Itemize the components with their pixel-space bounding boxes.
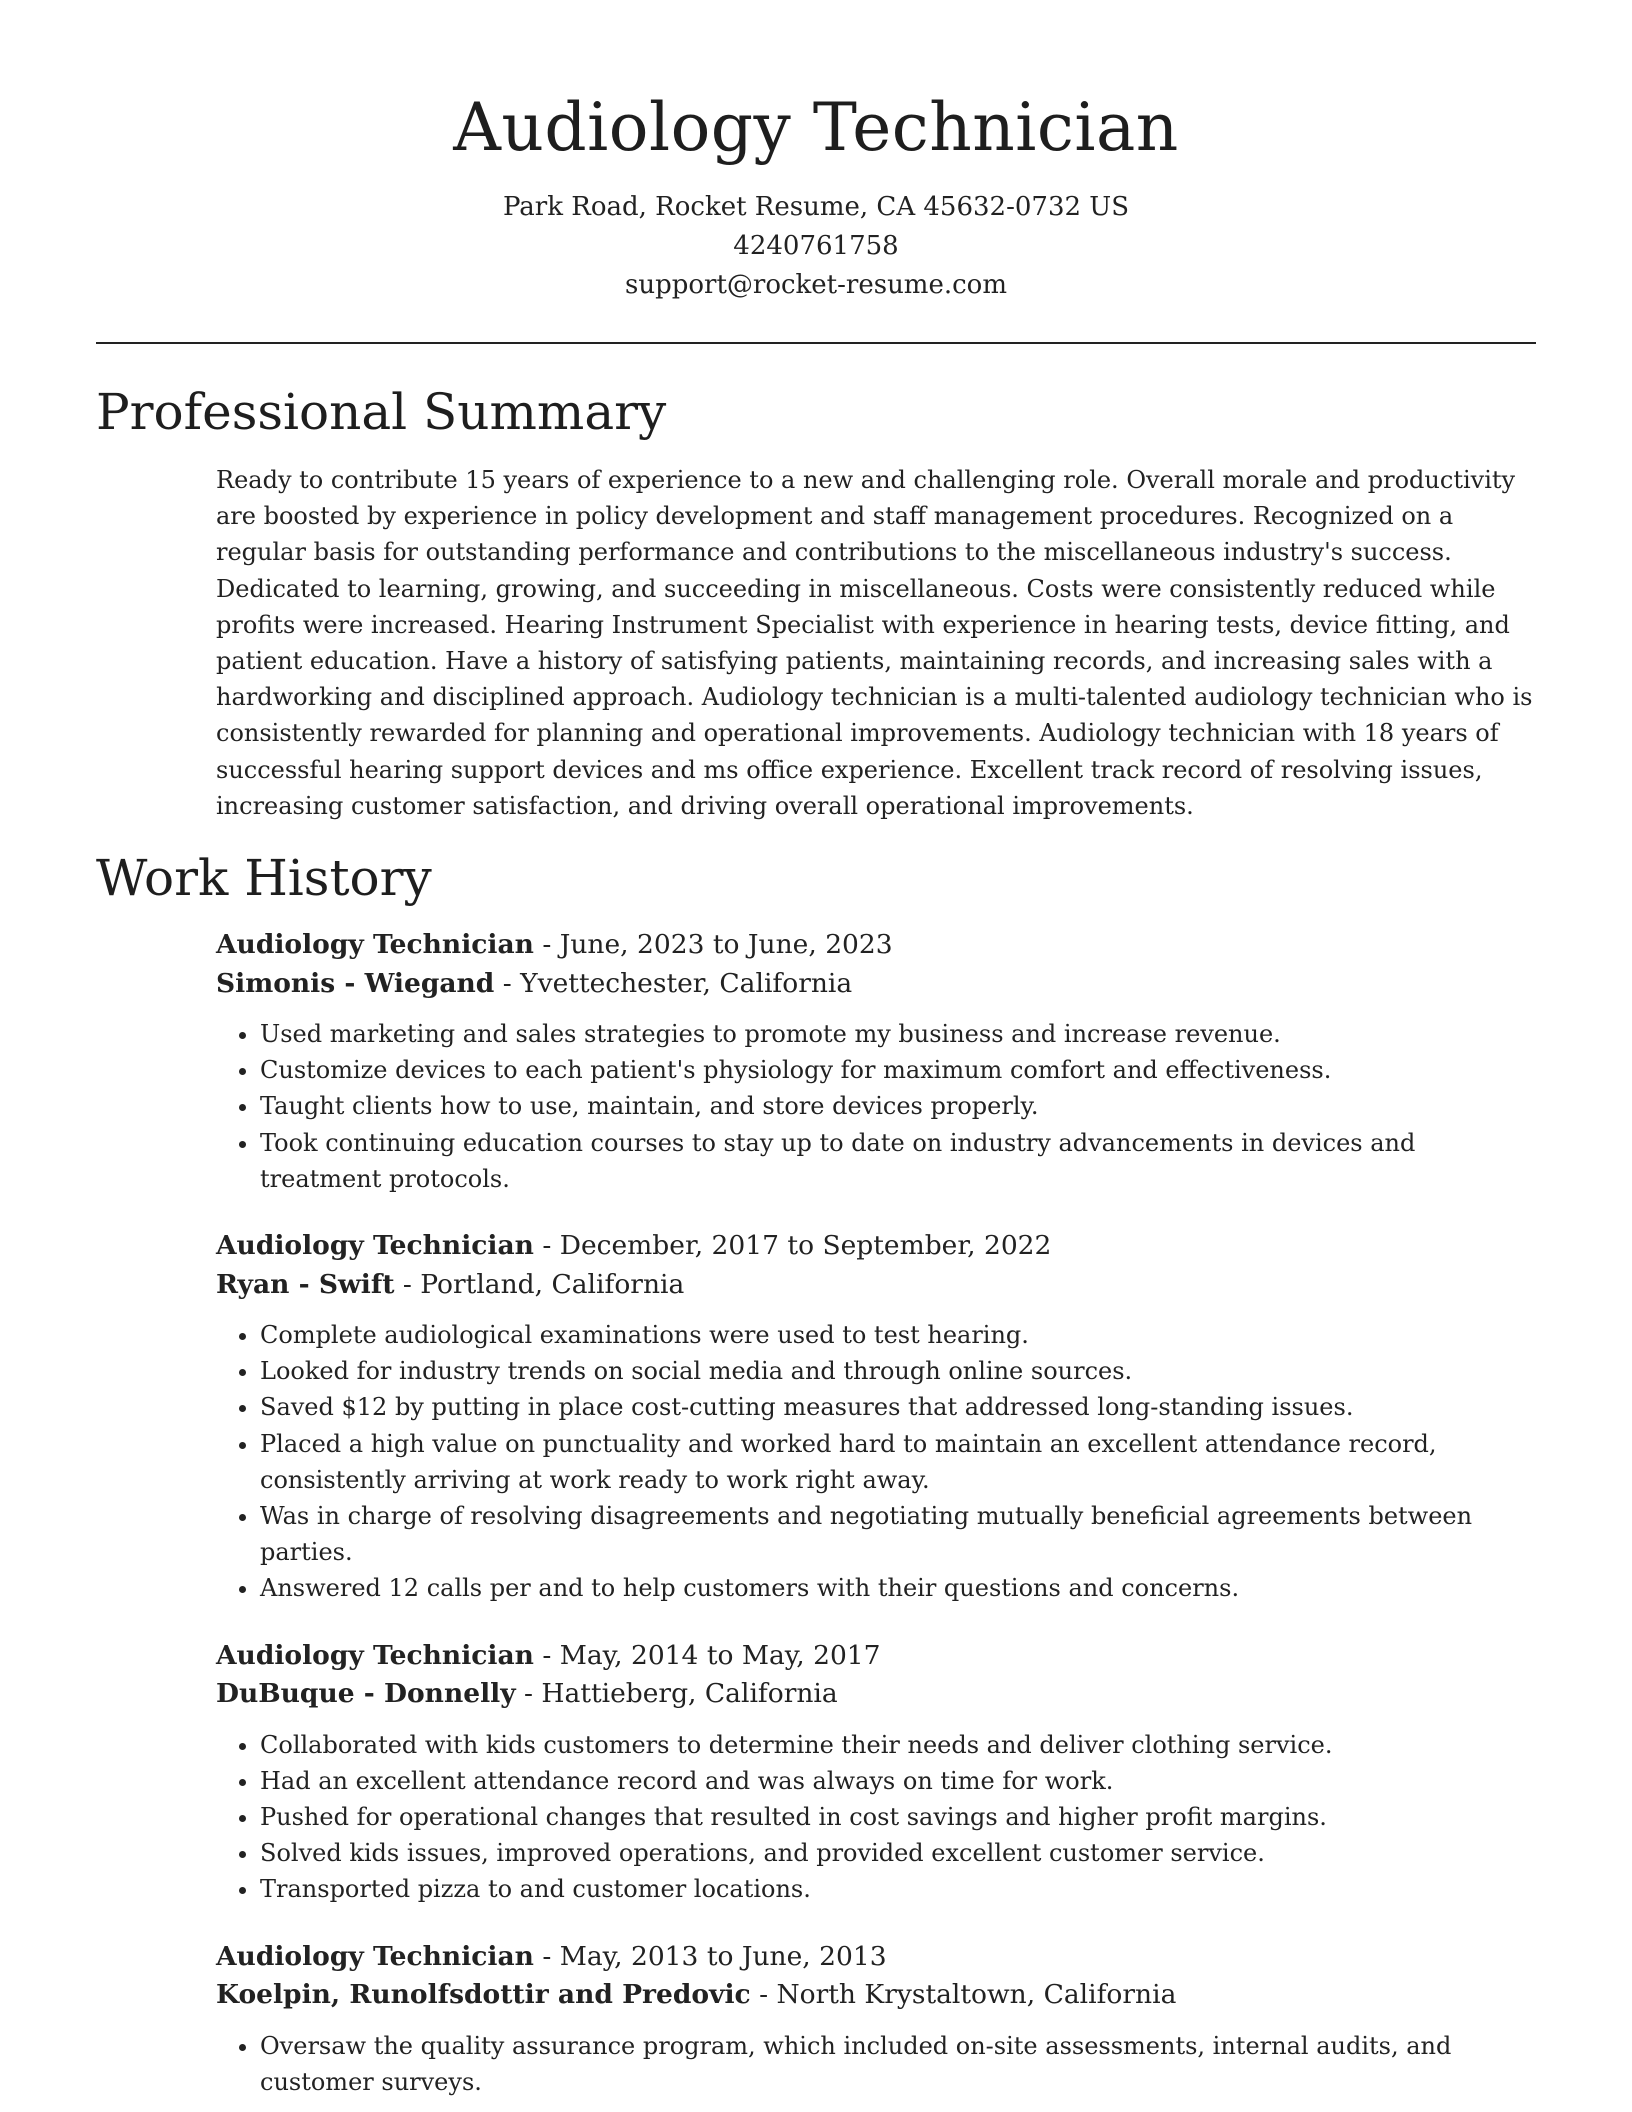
resume-header	[0, 0, 1632, 305]
job-role: Audiology Technician	[216, 1639, 534, 1671]
job-title-line	[216, 1637, 1536, 1676]
summary-heading: Professional Summary	[96, 383, 667, 441]
job-dates: - May, 2014 to May, 2017	[533, 1639, 881, 1671]
job-location: - North Krystaltown, California	[750, 1979, 1177, 2011]
job-company-line	[216, 1266, 1536, 1305]
job-bullets	[216, 1016, 1536, 1197]
job-title-line	[216, 1227, 1536, 1266]
job-role: Audiology Technician	[216, 1230, 534, 1262]
email: support@rocket-resume.com	[624, 270, 1007, 300]
list-item: • Customize devices to each patient's physiology for maximum comfort and effectiveness.	[260, 1052, 1536, 1088]
list-item: • Taught clients how to use, maintain, and store devices properly.	[260, 1088, 1536, 1124]
header-divider	[96, 342, 1536, 344]
list-item: • Looked for industry trends on social media and through online sources.	[260, 1353, 1536, 1389]
list-item: • Placed a high value on punctuality and worked hard to maintain an excellent attendance record, consistently arriving at work ready to work right away.	[260, 1426, 1536, 1498]
summary-text: Ready to contribute 15 years of experience to a new and challenging role. Overall morale and productivity are boosted by experience in policy development and staff management procedures. Recognized on a regular basis for outstanding performance and contributions to the miscellaneous industry's success. Dedicated to learning, growing, and succeeding in miscellaneous. Costs were consistently reduced while profits were increased. Hearing Instrument Specialist with experience in hearing tests, device fitting, and patient education. Have a history of satisfying patients, maintaining records, and increasing sales with a hardworking and disciplined approach. Audiology technician is a multi-talented audiology technician who is consistently rewarded for planning and operational improvements. Audiology technician with 18 years of successful hearing support devices and ms office experience. Excellent track record of resolving issues, increasing customer satisfaction, and driving overall operational improvements.	[216, 466, 1533, 820]
job-dates: - June, 2023 to June, 2023	[533, 929, 893, 960]
job-company: Simonis - Wiegand	[216, 967, 495, 999]
job-bullets	[216, 2028, 1536, 2100]
work-history	[216, 926, 1536, 2112]
job-entry	[216, 1637, 1536, 1908]
work-history-heading: Work History	[96, 849, 432, 907]
list-item: • Oversaw the quality assurance program, which included on-site assessments, internal audits, and customer surveys.	[260, 2028, 1536, 2100]
job-company: Ryan - Swift	[216, 1268, 395, 1300]
job-title-line	[216, 1938, 1536, 1977]
job-dates: - May, 2013 to June, 2013	[533, 1940, 887, 1972]
job-company-line	[216, 1675, 1536, 1714]
list-item: • Solved kids issues, improved operations, and provided excellent customer service.	[260, 1835, 1536, 1871]
job-dates: - December, 2017 to September, 2022	[533, 1230, 1052, 1262]
job-title-line	[216, 926, 1536, 965]
job-bullets	[216, 1727, 1536, 1908]
phone: 4240761758	[733, 231, 899, 261]
job-role: Audiology Technician	[216, 929, 534, 960]
job-entry	[216, 926, 1536, 1197]
job-role: Audiology Technician	[216, 1940, 534, 1972]
list-item: • Was in charge of resolving disagreements and negotiating mutually beneficial agreements between parties.	[260, 1498, 1536, 1570]
job-company-line	[216, 965, 1536, 1004]
job-location: - Hattieberg, California	[515, 1678, 838, 1710]
contact-block	[0, 188, 1632, 305]
list-item: • Had an excellent attendance record and was always on time for work.	[260, 1763, 1536, 1799]
job-bullets	[216, 1317, 1536, 1607]
job-company: Koelpin, Runolfsdottir and Predovic	[216, 1979, 751, 2011]
job-company-line	[216, 1976, 1536, 2015]
job-location: - Portland, California	[394, 1268, 685, 1300]
job-location: - Yvettechester, California	[494, 967, 853, 999]
list-item: • Took continuing education courses to stay up to date on industry advancements in devices and treatment protocols.	[260, 1125, 1536, 1197]
address: Park Road, Rocket Resume, CA 45632-0732 US	[502, 192, 1130, 222]
candidate-name: Audiology Technician	[453, 89, 1179, 166]
job-entry	[216, 1938, 1536, 2100]
list-item: • Complete audiological examinations were used to test hearing.	[260, 1317, 1536, 1353]
job-entry	[216, 1227, 1536, 1607]
list-item: • Pushed for operational changes that resulted in cost savings and higher profit margins.	[260, 1799, 1536, 1835]
list-item: • Saved $12 by putting in place cost-cutting measures that addressed long-standing issues.	[260, 1389, 1536, 1425]
list-item: • Used marketing and sales strategies to promote my business and increase revenue.	[260, 1016, 1536, 1052]
list-item: • Transported pizza to and customer locations.	[260, 1871, 1536, 1907]
job-company: DuBuque - Donnelly	[216, 1678, 516, 1710]
list-item: • Answered 12 calls per and to help customers with their questions and concerns.	[260, 1570, 1536, 1606]
list-item: • Collaborated with kids customers to determine their needs and deliver clothing service.	[260, 1727, 1536, 1763]
